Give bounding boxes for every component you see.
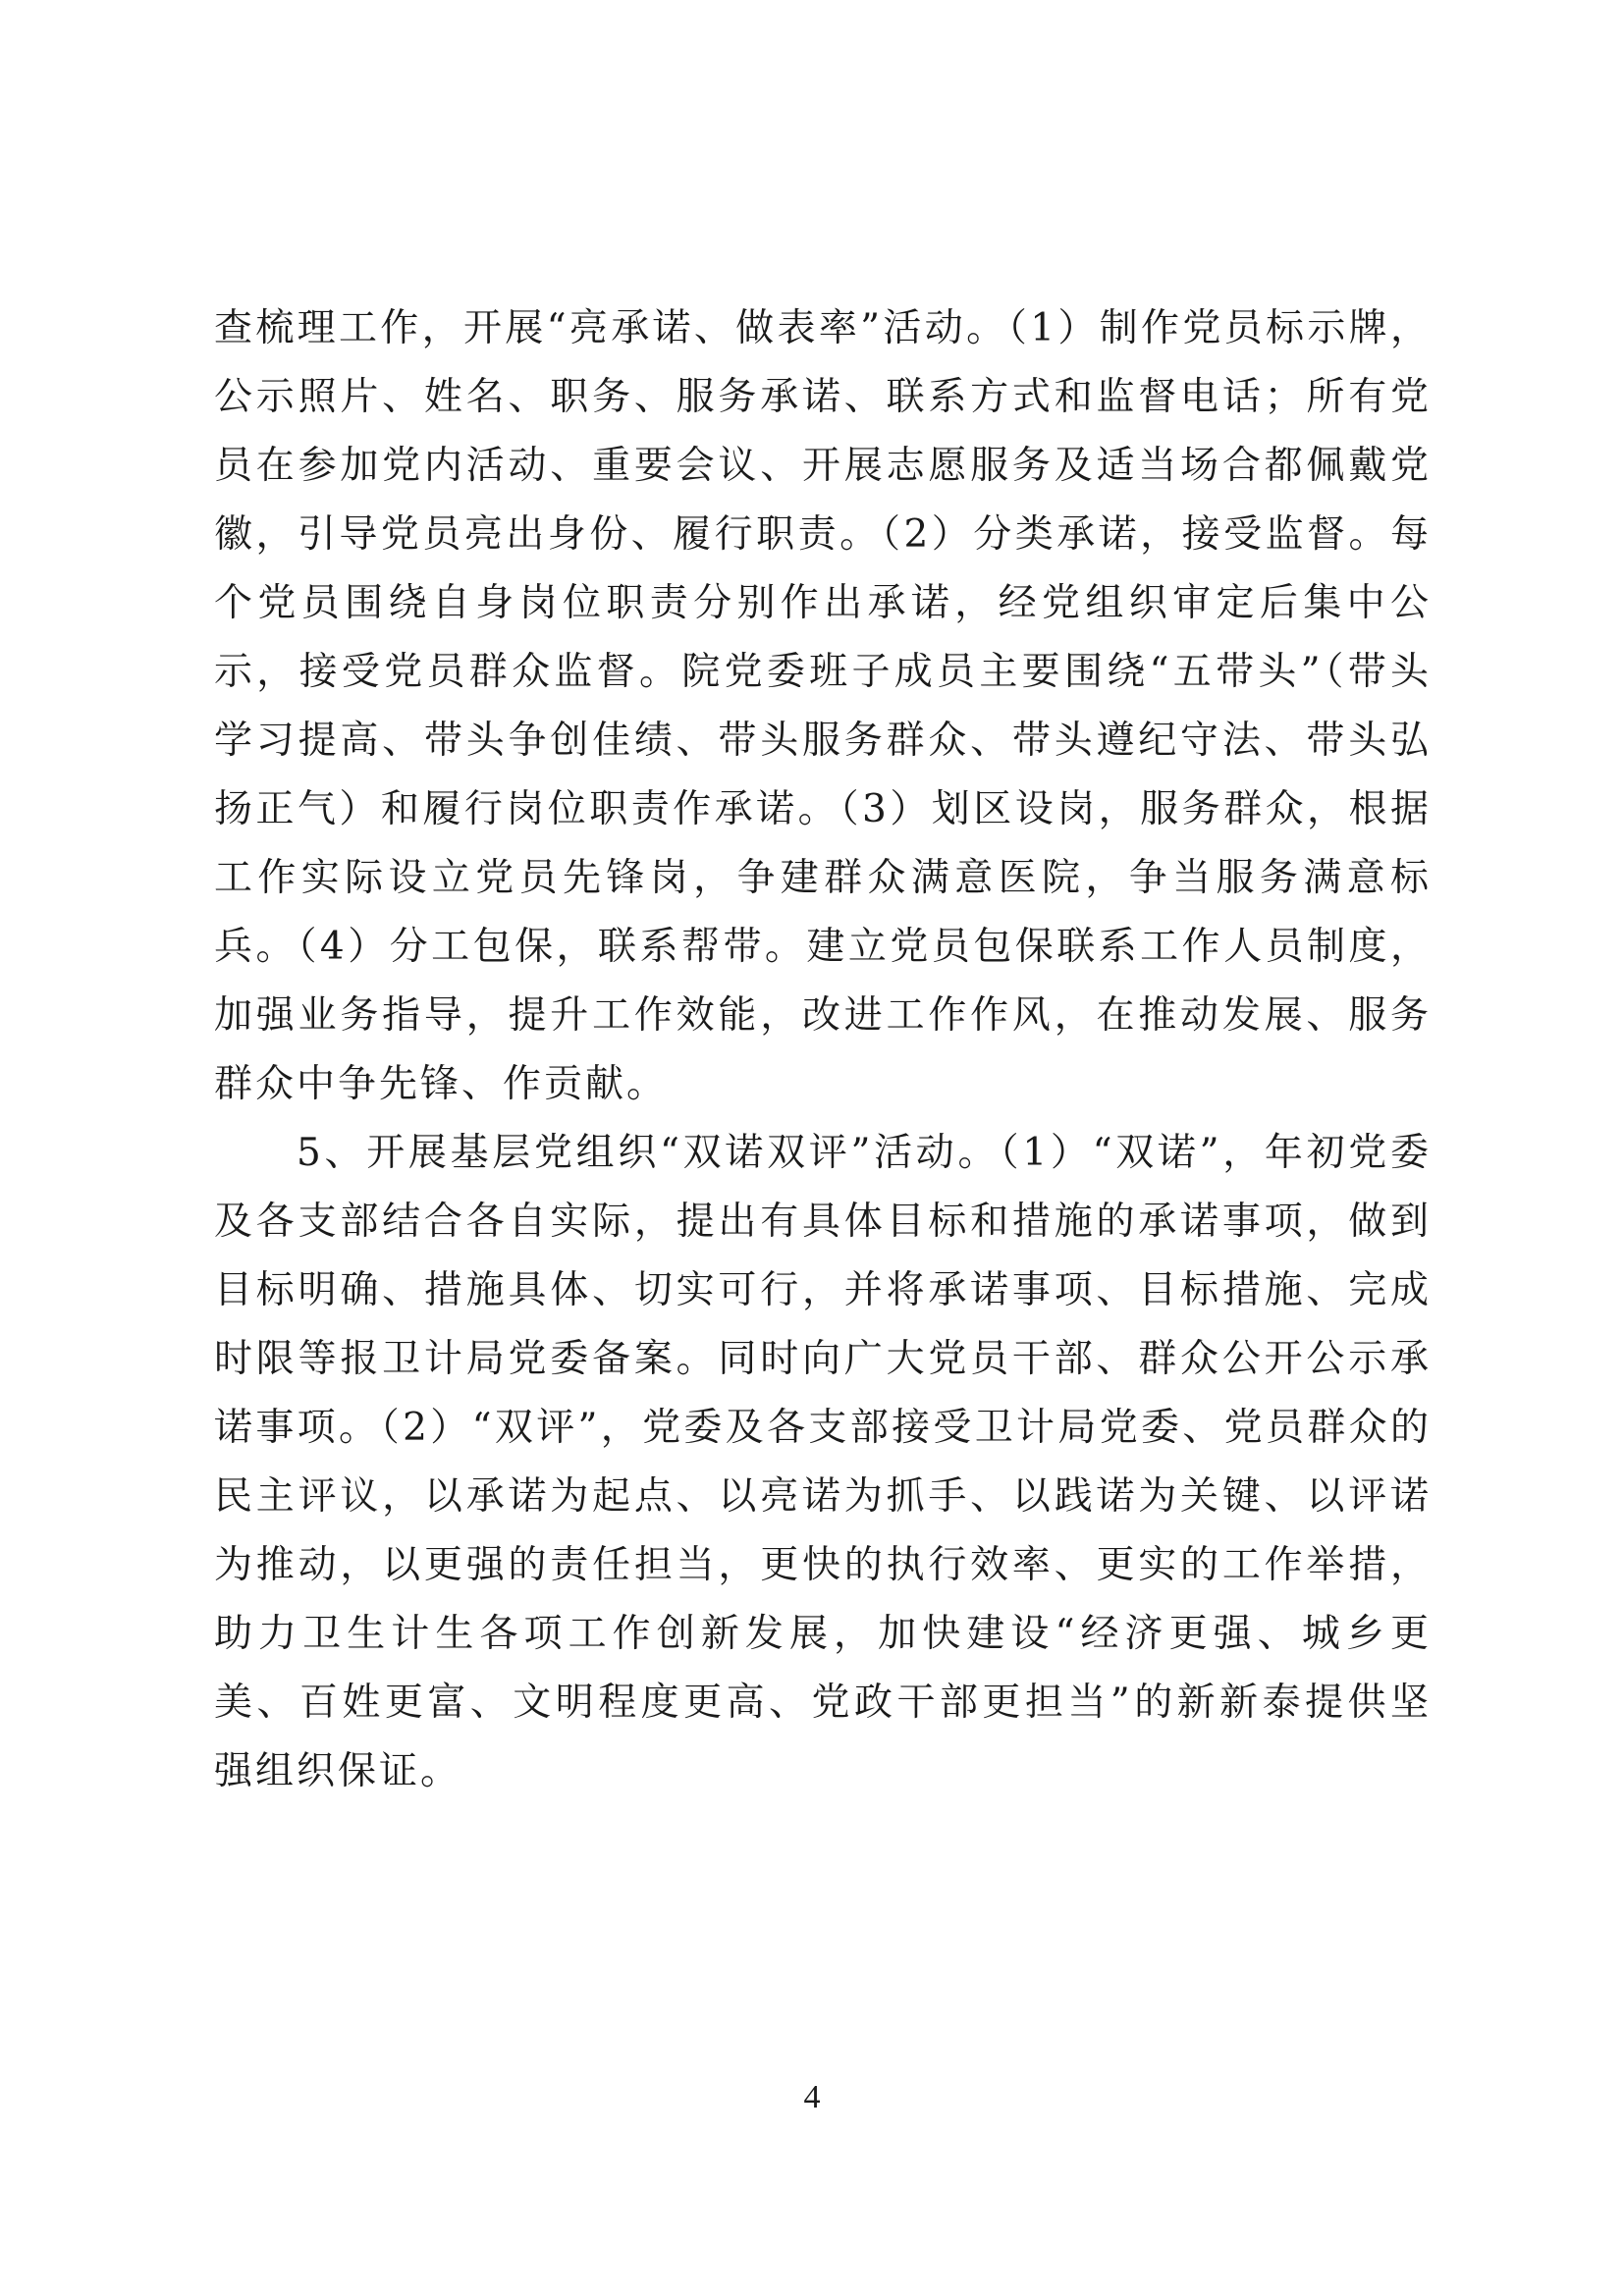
page-number: 4 bbox=[803, 2079, 821, 2115]
paragraph-continued: 查梳理工作，开展“亮承诺、做表率”活动。（1）制作党员标示牌，公示照片、姓名、职务、服务承诺、联系方式和监督电话；所有党员在参加党内活动、重要会议、开展志愿服务及适当场合都佩戴党徽，引导党员亮出身份、履行职责。（2）分类承诺，接受监督。每个党员围绕自身岗位职责分别作出承诺，经党组织审定后集中公示，接受党员群众监督。院党委班子成员主要围绕“五带头”（带头学习提高、带头争创佳绩、带头服务群众、带头遵纪守法、带头弘扬正气）和履行岗位职责作承诺。（3）划区设岗，服务群众，根据工作实际设立党员先锋岗，争建群众满意医院，争当服务满意标兵。（4）分工包保，联系帮带。建立党员包保联系工作人员制度，加强业务指导，提升工作效能，改进工作作风，在推动发展、服务群众中争先锋、作贡献。 bbox=[214, 306, 1432, 1106]
paragraph-item-5: 5、开展基层党组织“双诺双评”活动。（1）“双诺”，年初党委及各支部结合各自实际，提出有具体目标和措施的承诺事项，做到目标明确、措施具体、切实可行，并将承诺事项、目标措施、完成时限等报卫计局党委备案。同时向广大党员干部、群众公开公示承诺事项。（2）“双评”，党委及各支部接受卫计局党委、党员群众的民主评议，以承诺为起点、以亮诺为抓手、以践诺为关键、以评诺为推动，以更强的责任担当，更快的执行效率、更实的工作举措，助力卫生计生各项工作创新发展，加快建设“经济更强、城乡更美、百姓更富、文明程度更高、党政干部更担当”的新新泰提供坚强组织保证。 bbox=[214, 1131, 1432, 1793]
document-body bbox=[214, 294, 1432, 1806]
